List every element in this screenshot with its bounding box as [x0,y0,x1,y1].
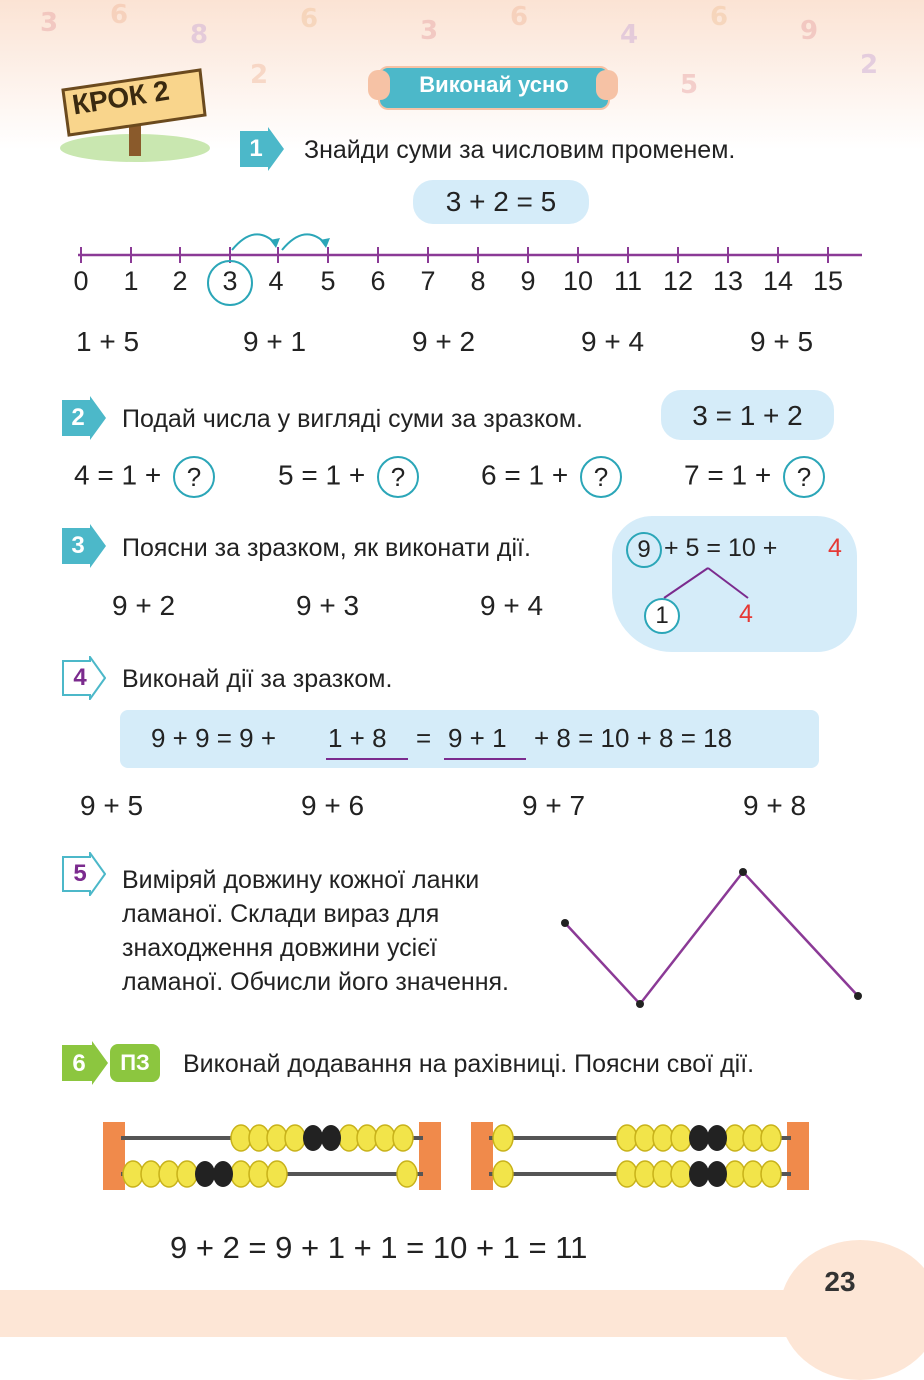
sample-first-term: 9 [626,532,662,568]
numberline-label: 10 [562,266,594,296]
answer-circle[interactable]: ? [377,456,419,498]
numberline-label: 2 [172,266,188,296]
decor-digit: 6 [110,0,129,30]
decor-digit: 4 [620,20,639,50]
decor-digit: 8 [190,20,209,50]
decor-digit: 3 [420,16,439,46]
task-5-line: ламаної. Обчисли його значення. [122,968,509,996]
task-5-line: знаходження довжини усієї [122,934,437,962]
numberline-label: 4 [268,266,284,296]
numberline-label: 11 [613,266,643,296]
task-3-exercise: 9 + 3 [296,590,360,621]
numberline-label: 0 [73,266,89,296]
numberline-label: 9 [520,266,536,296]
sample-part: + 8 = 10 + 8 = 18 [534,723,733,753]
task-1-example: 3 + 2 = 5 [445,186,557,217]
decor-digit: 3 [40,8,59,38]
decor-digit: 2 [250,60,269,90]
sample-part-underlined: 1 + 8 [328,723,387,753]
decor-digit: 2 [860,50,879,80]
numberline-label: 3 [222,266,238,296]
numberline-label: 14 [762,266,794,296]
task-2-exercise [74,456,215,498]
decor-digit: 6 [710,2,729,32]
task-4-exercise: 9 + 5 [80,790,144,821]
task-6-equation: 9 + 2 = 9 + 1 + 1 = 10 + 1 = 11 [170,1230,588,1265]
task-4-instruction: Виконай дії за зразком. [122,665,393,693]
numberline-label: 6 [370,266,386,296]
task-1-exercise: 9 + 4 [581,326,645,357]
sample-part-underlined: 9 + 1 [448,723,507,753]
decor-digit: 5 [680,70,699,100]
answer-circle[interactable]: ? [173,456,215,498]
page-number-badge [780,1240,924,1380]
task-5-line: ламаної. Склади вираз для [122,900,440,928]
numberline-label: 13 [712,266,744,296]
task-2-expression: 6 = 1 + [481,459,569,491]
decor-digit: 6 [300,4,319,34]
task-1-exercise: 1 + 5 [76,326,140,357]
numberline-label: 5 [320,266,336,296]
underline [444,758,526,760]
step-label: КРОК 2 [70,74,172,121]
banner-label: Виконай усно [419,72,569,97]
task-2-expression: 4 = 1 + [74,459,162,491]
abacus-right [471,1120,811,1194]
answer-circle[interactable]: ? [783,456,825,498]
task-1-instruction: Знайди суми за числовим променем. [304,136,736,164]
split-left: 1 [644,598,680,634]
task-3-exercise: 9 + 2 [112,590,176,621]
task-4-exercise: 9 + 8 [743,790,807,821]
task-1-exercise: 9 + 5 [750,326,814,357]
sample-expression: + 5 = 10 + [664,534,778,562]
task-1-exercise: 9 + 2 [412,326,476,357]
task-6-number: 6 [72,1050,86,1077]
sample-result-part: 4 [828,534,842,562]
page-number: 23 [824,1266,856,1297]
task-2-number: 2 [71,404,85,431]
task-2-exercise [278,456,419,498]
sample-part: = [416,723,432,753]
answer-circle[interactable]: ? [580,456,622,498]
pz-badge: ПЗ [110,1044,160,1082]
abacus-left [103,1120,443,1194]
numberline-label: 12 [662,266,694,296]
task-4-exercise: 9 + 7 [522,790,586,821]
task-2-exercise [481,456,622,498]
decor-digit: 6 [510,2,529,32]
task-2-example: 3 = 1 + 2 [692,400,803,431]
task-3-exercise: 9 + 4 [480,590,544,621]
decor-digit: 9 [800,16,819,46]
task-5-number: 5 [73,860,87,887]
polyline-figure [556,862,866,1012]
task-2-expression: 7 = 1 + [684,459,772,491]
numberline-label: 1 [123,266,139,296]
number-line [60,222,880,272]
sample-part: 9 + 9 = 9 + [151,723,277,753]
task-2-exercise [684,456,825,498]
task-2-instruction: Подай числа у вигляді суми за зразком. [122,405,583,433]
split-right: 4 [739,600,753,628]
numberline-label: 7 [420,266,436,296]
numberline-label: 8 [470,266,486,296]
task-2-expression: 5 = 1 + [278,459,366,491]
task-1-exercise: 9 + 1 [243,326,307,357]
underline [326,758,408,760]
task-5-line: Виміряй довжину кожної ланки [122,866,480,894]
numberline-label: 15 [812,266,844,296]
task-4-exercise: 9 + 6 [301,790,365,821]
task-3-number: 3 [71,532,85,559]
task-3-instruction: Поясни за зразком, як виконати дії. [122,534,531,562]
task-4-number: 4 [73,664,87,691]
task-6-instruction: Виконай додавання на рахівниці. Поясни свої дії. [183,1050,755,1078]
task-1-number: 1 [249,135,263,162]
